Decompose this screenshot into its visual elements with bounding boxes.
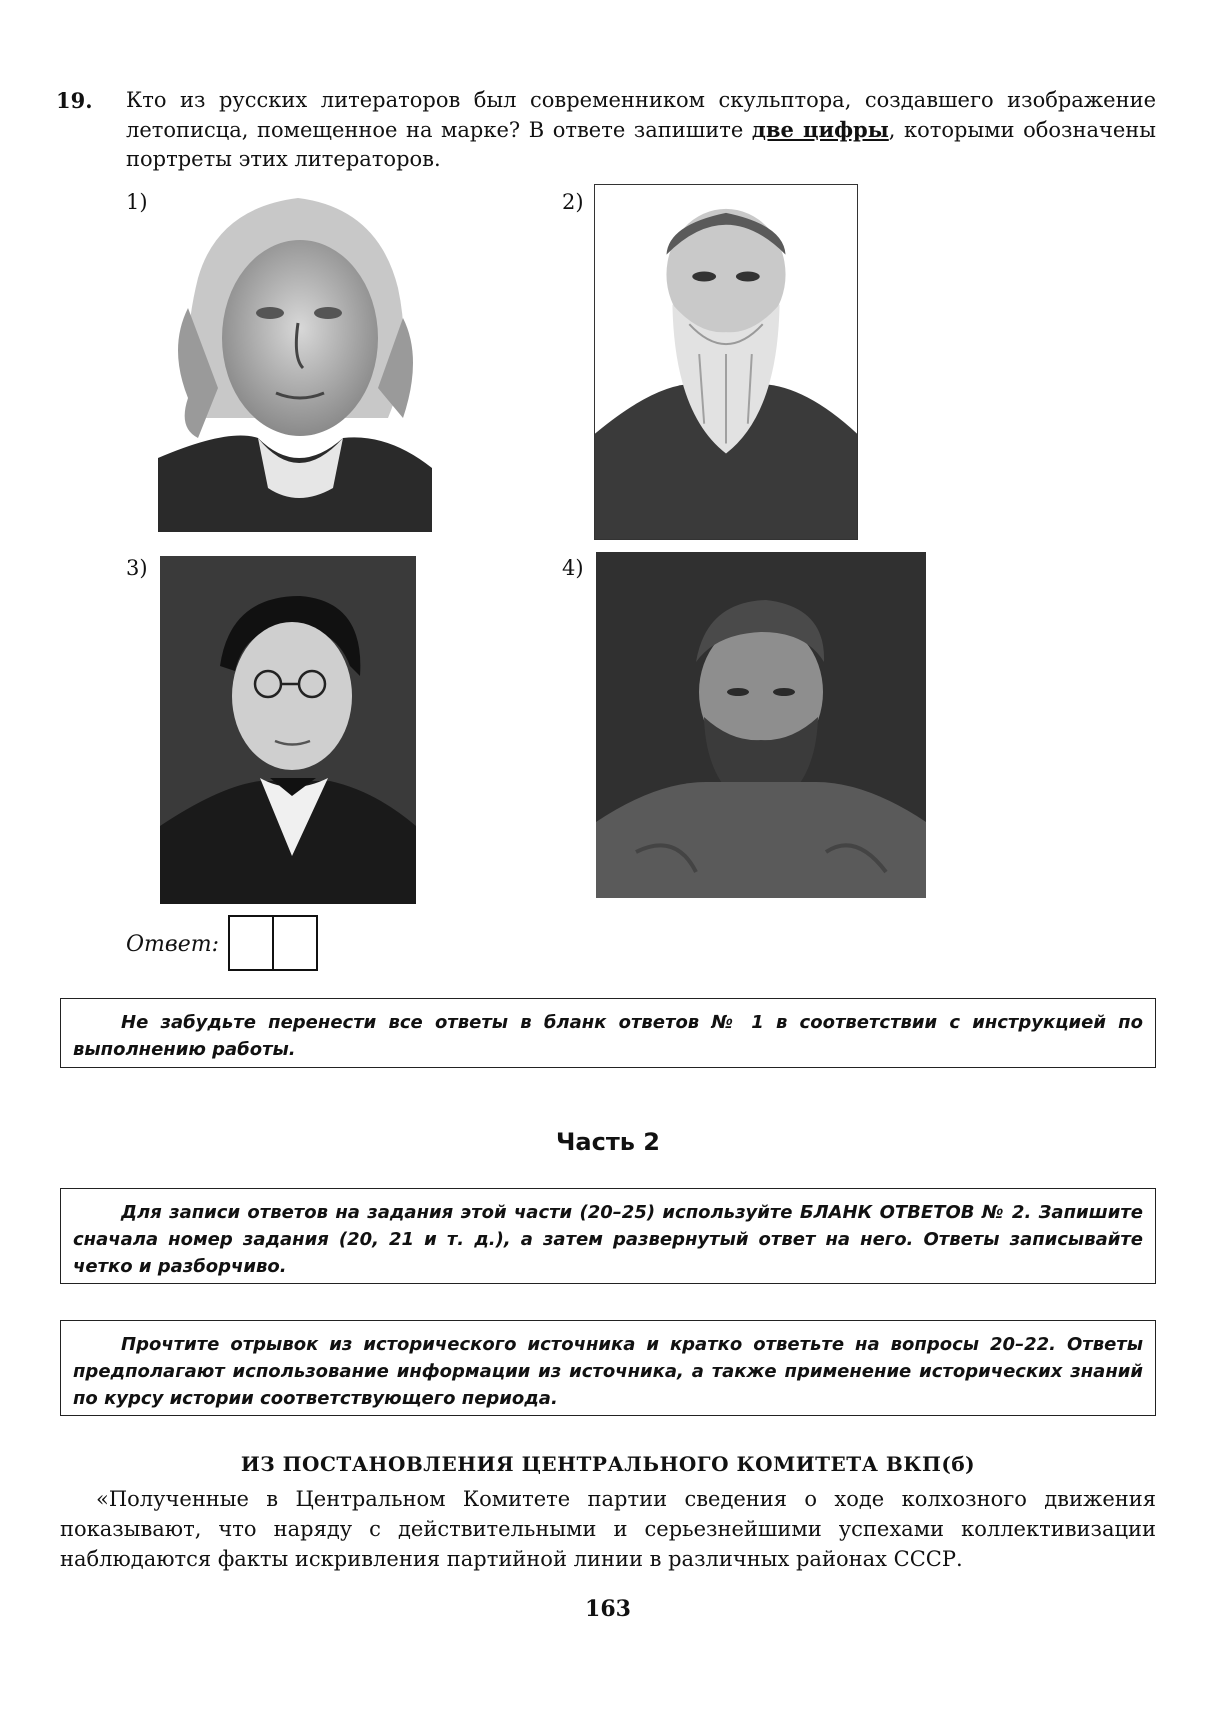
answer-cell-1[interactable] [230, 917, 272, 969]
reminder-box [60, 998, 1156, 1068]
question-number: 19. [56, 88, 93, 113]
page-number: 163 [585, 1596, 631, 1622]
source-text: «Полученные в Центральном Комитете партии сведения о ходе колхозного движения показывают, что наряду с действительными и серьезнейшими успехами коллективизации наблюдаются факты искривления партийной линии в различных районах СССР. [60, 1487, 1156, 1571]
part-title: Часть 2 [556, 1128, 660, 1156]
portrait-4 [596, 552, 926, 898]
option-label-2: 2) [562, 190, 584, 214]
option-label-4: 4) [562, 556, 584, 580]
part-instruction-text: Для записи ответов на задания этой части (20–25) используйте БЛАНК ОТВЕТОВ № 2. Запишите сначала номер задания (20, 21 и т. д.), а затем развернутый ответ на него. Ответы записывайте четко и разборчиво. [73, 1202, 1143, 1277]
answer-cells [228, 915, 318, 971]
question-text: Кто из русских литераторов был современником скульптора, создавшего изображение летописца, помещенное на марке? В ответе запишите две цифры, которыми обозначены портреты этих литераторов. [126, 88, 1157, 171]
reminder-text: Не забудьте перенести все ответы в бланк ответов № 1 в соответствии с инструкцией по выполнению работы. [73, 1012, 1143, 1060]
task-instruction-box [60, 1320, 1156, 1416]
task-instruction-text: Прочтите отрывок из исторического источника и кратко ответьте на вопросы 20–22. Ответы предполагают использование информации из источника, а также применение исторических знаний по курсу истории соответствующего периода. [73, 1334, 1143, 1409]
answer-label: Ответ: [126, 932, 219, 957]
source-title: ИЗ ПОСТАНОВЛЕНИЯ ЦЕНТРАЛЬНОГО КОМИТЕТА ВКП(б) [240, 1452, 976, 1476]
option-label-3: 3) [126, 556, 148, 580]
option-label-1: 1) [126, 190, 148, 214]
portrait-1 [158, 188, 432, 532]
question-emphasis: две цифры [751, 117, 889, 142]
portrait-2 [594, 184, 858, 540]
part-instruction-box [60, 1188, 1156, 1284]
answer-cell-2[interactable] [272, 917, 316, 969]
portrait-3 [160, 556, 416, 904]
